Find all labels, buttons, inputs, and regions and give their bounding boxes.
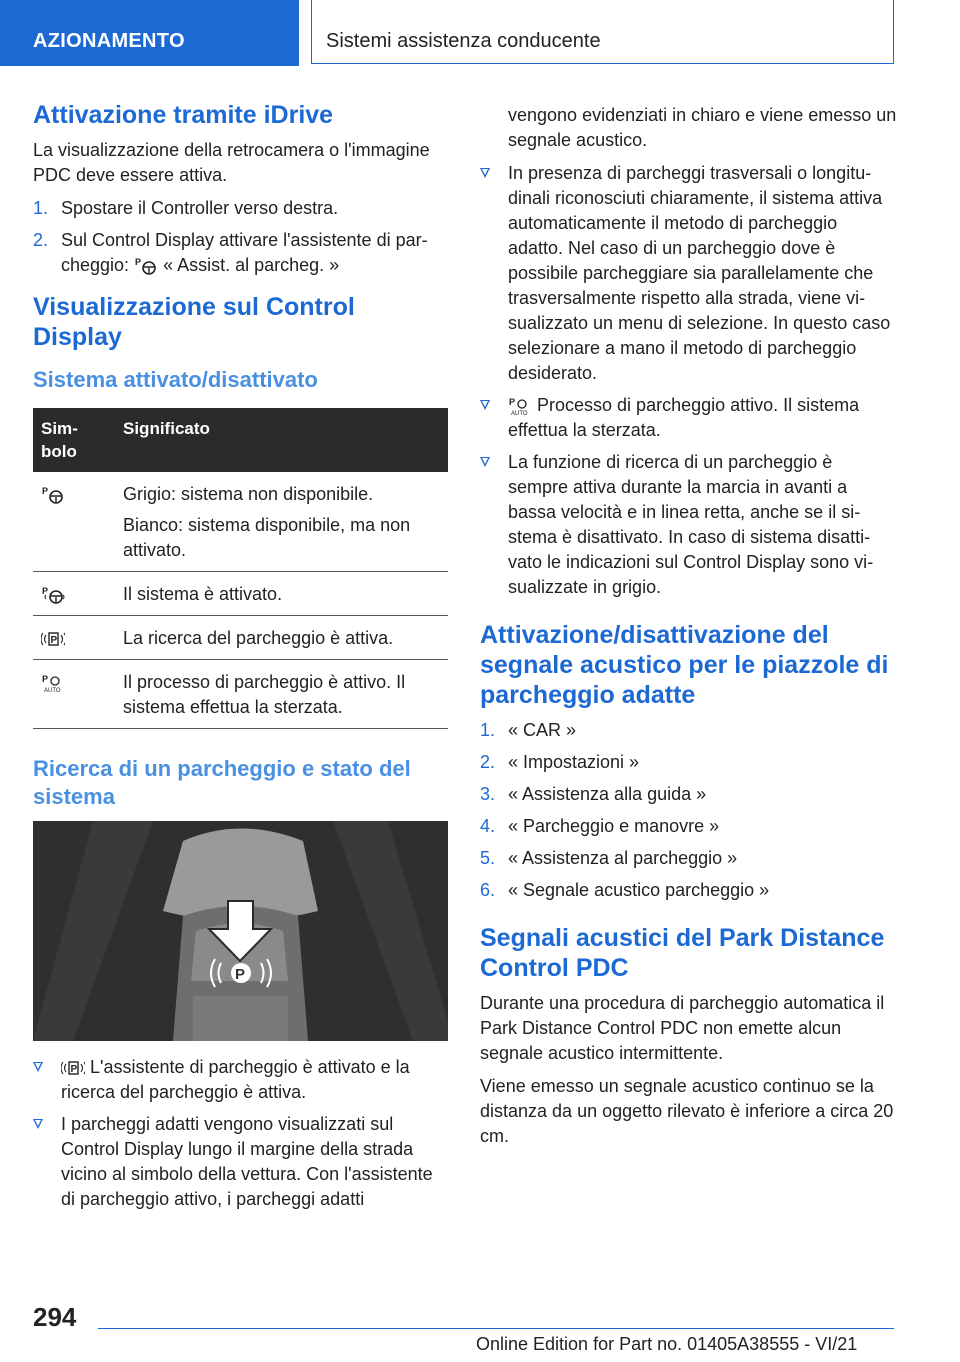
heading-search: Ricerca di un parcheggio e stato del sistema — [33, 756, 411, 809]
heading-system-state: Sistema attivato/disattivato — [33, 367, 318, 392]
svg-text:P: P — [50, 635, 58, 647]
list-item: 1. Spostare il Controller verso destra. — [33, 198, 339, 218]
pdc-paragraph-2: Viene emesso un segnale acustico continuo se la distanza da un oggetto rilevato è inferiore a circa 20 cm. — [480, 1076, 894, 1146]
parking-search-icon — [41, 629, 65, 649]
list-item: 3. « Assistenza alla guida » — [480, 784, 707, 804]
list-item: 2. Sul Control Display attivare l'assistente di parcheggio: P « Assist. al parcheg. » — [33, 230, 428, 275]
svg-text:P: P — [135, 257, 142, 268]
parking-assist-active-icon — [41, 585, 65, 605]
svg-text:P: P — [42, 586, 49, 597]
page-number: 294 — [33, 1302, 77, 1332]
table-row: P Il sistema è attivato. — [33, 572, 448, 616]
left-column — [33, 100, 448, 1219]
parking-auto-icon — [508, 396, 532, 416]
pdc-paragraph-1: Durante una procedura di parcheggio automatica il Park Distance Control PDC non emette alcun segnale acustico intermittente. — [480, 993, 885, 1063]
table-row: P La ricerca del parcheggio è attiva. — [33, 616, 448, 660]
system-bullets — [480, 161, 897, 600]
list-item: 5. « Assistenza al parcheggio » — [480, 848, 738, 868]
list-item: La funzione di ricerca di un parcheggio è sempre attiva durante la marcia in avanti a bassa velocità e in linea retta, anche se il sistema è disattivato. In caso di sistema disattivato le indicazioni sul Control Display sono visualizzate in grigio. — [480, 450, 897, 600]
list-item: I parcheggi adatti vengono visualizzati sul Control Display lungo il margine della strada vicino al simbolo della vettura. Con l'assistente di parcheggio attivo, i parcheggi adatti — [33, 1112, 448, 1212]
footer-edition: Online Edition for Part no. 01405A38555 - VI/21 — [476, 1334, 858, 1354]
parking-auto-icon — [41, 673, 65, 693]
parking-search-icon — [61, 1058, 85, 1078]
heading-display: Visualizzazione sul Control Display — [33, 293, 355, 351]
col-meaning: Significato — [115, 408, 448, 472]
parking-assist-icon — [41, 485, 65, 505]
header-chapter-box — [311, 0, 894, 64]
right-column — [480, 103, 897, 1157]
list-item: 2. « Impostazioni » — [480, 752, 640, 772]
heading-pdc: Segnali acustici del Park Distance Control PDC — [480, 924, 885, 982]
bullet-triangle-icon — [480, 168, 490, 178]
signal-steps — [480, 718, 897, 903]
table-row: P AUTO Il processo di parcheggio è attivo. Il sistema effettua la sterzata. — [33, 660, 448, 729]
status-bullets — [33, 1055, 448, 1212]
col-symbol: Simbolo — [33, 408, 115, 472]
svg-text:P: P — [70, 1064, 78, 1076]
svg-text:P: P — [509, 397, 516, 408]
header-chapter-label: Sistemi assistenza conducente — [326, 30, 601, 52]
svg-text:AUTO: AUTO — [511, 411, 528, 417]
list-item: 6. « Segnale acustico parcheggio » — [480, 880, 770, 900]
svg-text:P: P — [42, 674, 49, 685]
list-item: In presenza di parcheggi trasversali o longitudinali riconosciuti chiaramente, il sistema attiva automaticamente il metodo di parcheggio adatto. Nel caso di un parcheggio dove è possibile parcheggiare sia parallelamente che trasversalmente rispetto alla strada, viene visualizzato un menu di selezione. In questo caso selezionare a mano il metodo di parcheggio desiderato. — [480, 161, 897, 386]
svg-text:AUTO: AUTO — [44, 688, 61, 694]
heading-signal: Attivazione/disattivazione del segnale acustico per le piazzole di parcheggio adatte — [480, 621, 889, 709]
list-item: 1. « CAR » — [480, 720, 577, 740]
illustration-parking-label: P — [235, 966, 246, 983]
activation-intro: La visualizzazione della retrocamera o l'immagine PDC deve essere attiva. — [33, 140, 430, 185]
symbol-table — [33, 408, 448, 729]
continued-text: vengono evidenziati in chiaro e viene emesso un segnale acustico. — [508, 105, 897, 150]
parking-assist-icon — [134, 256, 158, 276]
list-item: 4. « Parcheggio e manovre » — [480, 816, 720, 836]
parking-search-illustration — [33, 821, 448, 1041]
list-item: P AUTO Processo di parcheggio attivo. Il sistema effettua la sterzata. — [480, 393, 897, 443]
svg-text:P: P — [42, 486, 49, 497]
bullet-triangle-icon — [480, 457, 490, 467]
heading-activation: Attivazione tramite iDrive — [33, 101, 334, 129]
activation-steps — [33, 196, 448, 278]
header-section-tab — [0, 0, 299, 66]
bullet-triangle-icon — [33, 1062, 43, 1072]
bullet-triangle-icon — [480, 400, 490, 410]
header-section-label: AZIONAMENTO — [33, 30, 185, 52]
bullet-triangle-icon — [33, 1119, 43, 1129]
footer-divider — [98, 1328, 894, 1329]
list-item: P L'assistente di parcheggio è attivato e la ricerca del parcheggio è attiva. — [33, 1055, 448, 1105]
table-row: P Grigio: sistema non disponibile. Bianco: sistema disponibile, ma non attivato. — [33, 472, 448, 572]
table-header — [33, 408, 448, 472]
